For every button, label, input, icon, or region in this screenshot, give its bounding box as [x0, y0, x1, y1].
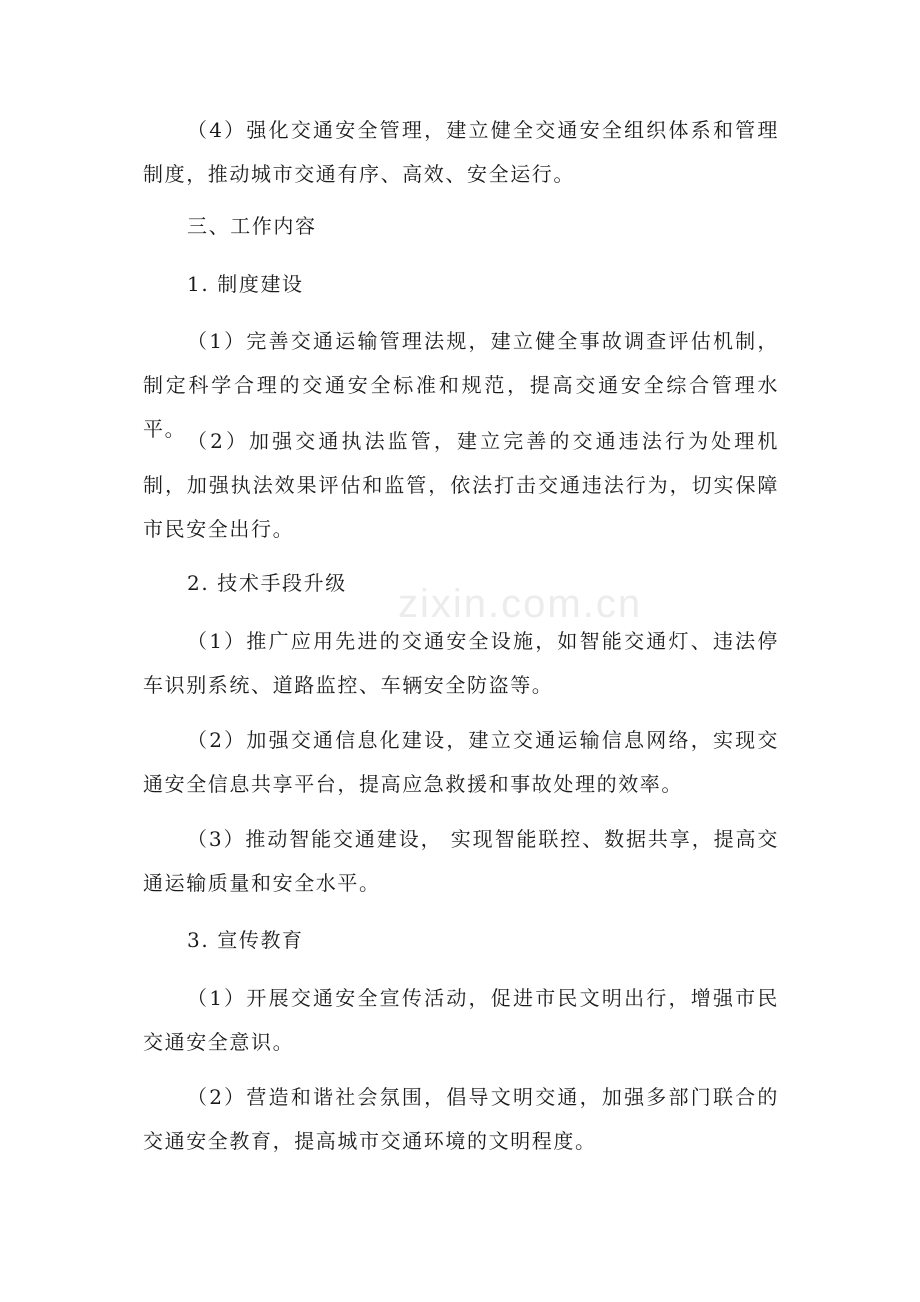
- subsection-heading-system-building: 1. 制度建设: [187, 272, 304, 296]
- paragraph-publicity-activities: （1）开展交通安全宣传活动，促进市民文明出行，增强市民交通安全意识。: [143, 986, 779, 1054]
- watermark-text: zixin.com.cn: [398, 582, 643, 626]
- paragraph-social-atmosphere: （2）营造和谐社会氛围，倡导文明交通，加强多部门联合的交通安全教育，提高城市交通环境的文明程度。: [143, 1085, 779, 1153]
- paragraph-facilities: （1）推广应用先进的交通安全设施，如智能交通灯、违法停车识别系统、道路监控、车辆安全防盗等。: [143, 629, 779, 697]
- subsection-heading-technology-upgrade: 2. 技术手段升级: [187, 571, 347, 595]
- paragraph-enforcement: （2）加强交通执法监管，建立完善的交通违法行为处理机制，加强执法效果评估和监管，依法打击交通违法行为，切实保障市民安全出行。: [143, 429, 779, 541]
- paragraph-intelligent-traffic: （3）推动智能交通建设， 实现智能联控、数据共享，提高交通运输质量和安全水平。: [143, 827, 779, 895]
- paragraph-management: （4）强化交通安全管理，建立健全交通安全组织体系和管理制度，推动城市交通有序、高效、安全运行。: [143, 118, 779, 186]
- paragraph-regulations: （1）完善交通运输管理法规，建立健全事故调查评估机制，制定科学合理的交通安全标准和规范，提高交通安全综合管理水平。: [143, 329, 779, 441]
- subsection-heading-publicity-education: 3. 宣传教育: [187, 928, 304, 952]
- paragraph-informatization: （2）加强交通信息化建设，建立交通运输信息网络，实现交通安全信息共享平台，提高应急救援和事故处理的效率。: [143, 728, 779, 796]
- section-heading-work-content: 三、工作内容: [187, 214, 317, 238]
